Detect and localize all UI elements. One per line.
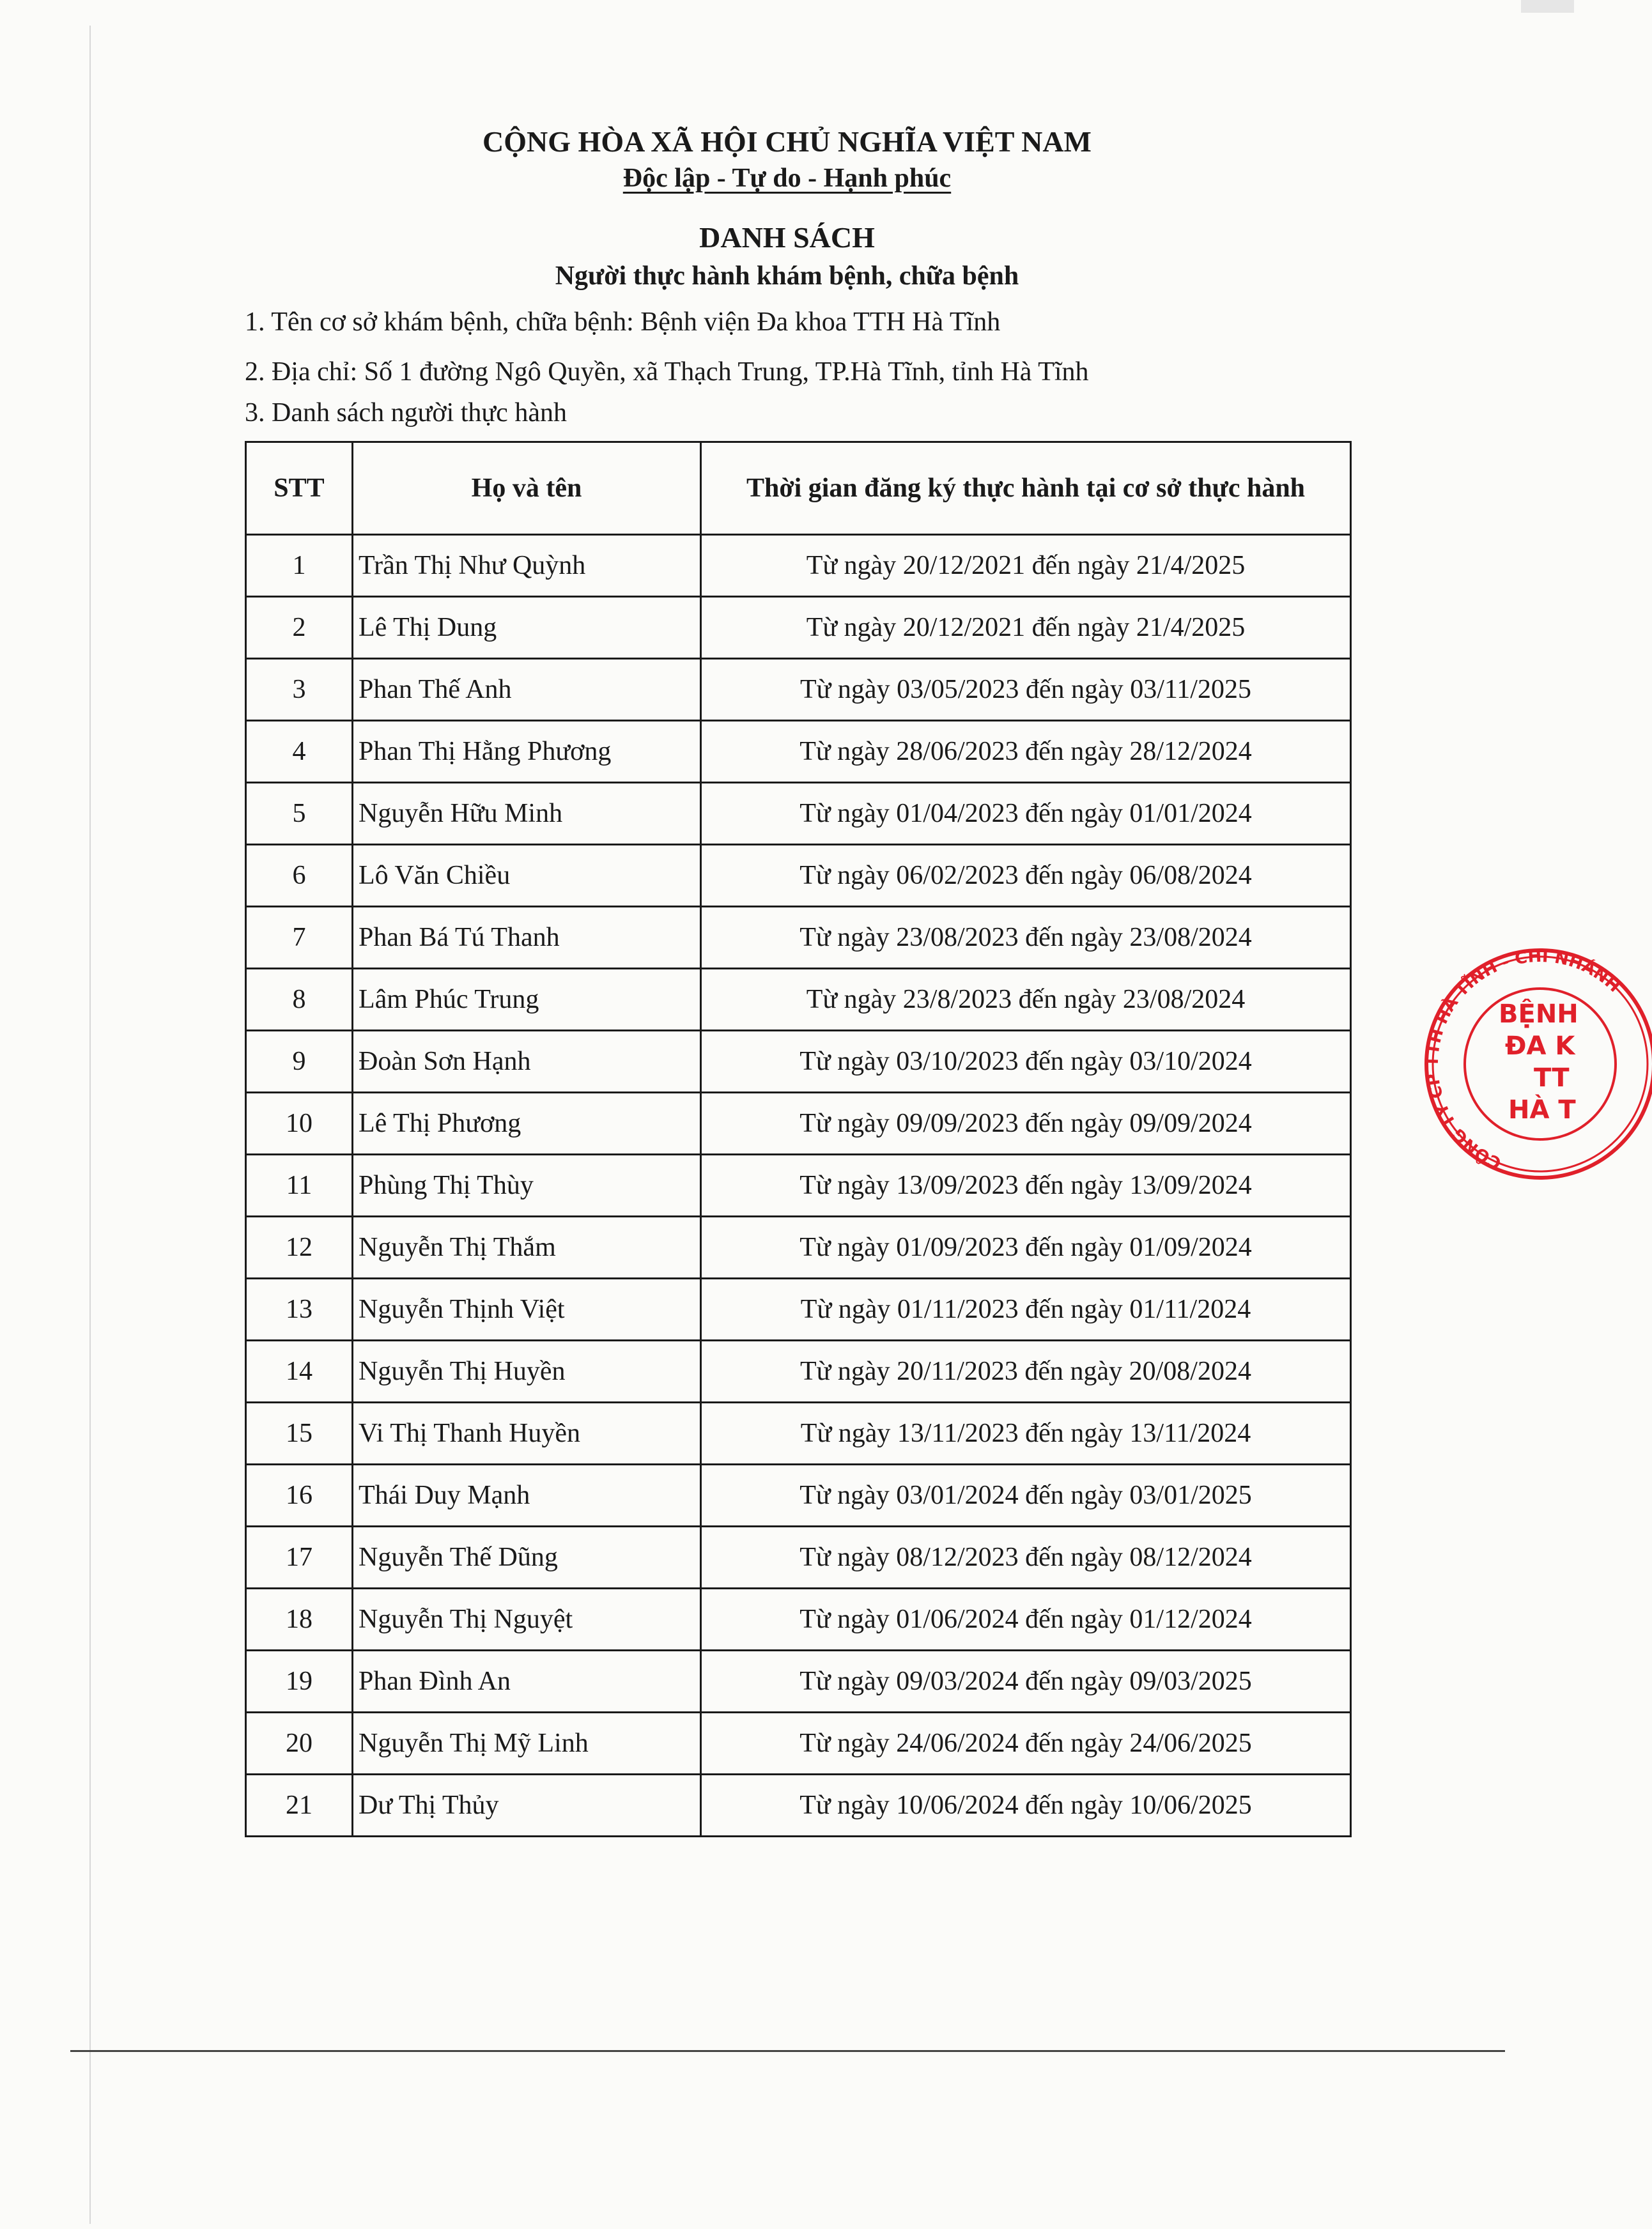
table-row [246, 845, 1351, 907]
table-row [246, 1093, 1351, 1155]
row-number: 15 [246, 1403, 353, 1465]
practice-period: Từ ngày 01/06/2024 đến ngày 01/12/2024 [701, 1589, 1351, 1651]
facility-name: 1. Tên cơ sở khám bệnh, chữa bệnh: Bệnh viện Đa khoa TTH Hà Tĩnh [245, 307, 1001, 337]
facility-address: 2. Địa chỉ: Số 1 đường Ngô Quyền, xã Thạch Trung, TP.Hà Tĩnh, tỉnh Hà Tĩnh [245, 357, 1089, 387]
practitioner-name: Lê Thị Dung [353, 597, 701, 659]
practitioner-name: Đoàn Sơn Hạnh [353, 1031, 701, 1093]
scan-edge [89, 26, 91, 2224]
practice-period: Từ ngày 01/04/2023 đến ngày 01/01/2024 [701, 783, 1351, 845]
row-number: 21 [246, 1775, 353, 1837]
practitioner-name: Thái Duy Mạnh [353, 1465, 701, 1527]
practitioner-name: Phan Bá Tú Thanh [353, 907, 701, 969]
practitioner-name: Lâm Phúc Trung [353, 969, 701, 1031]
practice-period: Từ ngày 09/09/2023 đến ngày 09/09/2024 [701, 1093, 1351, 1155]
motto [0, 163, 1574, 194]
seal-center-text: ĐA K [1505, 1031, 1575, 1061]
table-row [246, 1651, 1351, 1713]
motto-text: Độc lập - Tự do - Hạnh phúc [622, 164, 952, 193]
practitioner-name: Trần Thị Như Quỳnh [353, 535, 701, 597]
row-number: 11 [246, 1155, 353, 1217]
practice-period: Từ ngày 28/06/2023 đến ngày 28/12/2024 [701, 721, 1351, 783]
document-title: DANH SÁCH [699, 221, 875, 254]
practitioner-name: Nguyễn Thị Nguyệt [353, 1589, 701, 1651]
table-row [246, 721, 1351, 783]
table-row [246, 1155, 1351, 1217]
national-title: CỘNG HÒA XÃ HỘI CHỦ NGHĨA VIỆT NAM [482, 125, 1092, 158]
row-number: 2 [246, 597, 353, 659]
row-number: 1 [246, 535, 353, 597]
row-number: 3 [246, 659, 353, 721]
practitioner-name: Lô Văn Chiều [353, 845, 701, 907]
practitioner-name: Nguyễn Thị Thắm [353, 1217, 701, 1279]
row-number: 19 [246, 1651, 353, 1713]
row-number: 8 [246, 969, 353, 1031]
table-row [246, 1279, 1351, 1341]
practice-period: Từ ngày 08/12/2023 đến ngày 08/12/2024 [701, 1527, 1351, 1589]
table-row [246, 1465, 1351, 1527]
official-seal [1422, 923, 1652, 1198]
practice-period: Từ ngày 20/12/2021 đến ngày 21/4/2025 [701, 597, 1351, 659]
table-row [246, 1403, 1351, 1465]
practice-period: Từ ngày 09/03/2024 đến ngày 09/03/2025 [701, 1651, 1351, 1713]
column-header-stt: STT [246, 442, 353, 535]
row-number: 14 [246, 1341, 353, 1403]
table-row [246, 1341, 1351, 1403]
practitioner-table [245, 441, 1352, 1837]
practitioner-name: Phùng Thị Thùy [353, 1155, 701, 1217]
divider [70, 2050, 1505, 2052]
row-number: 9 [246, 1031, 353, 1093]
practitioner-name: Nguyễn Thế Dũng [353, 1527, 701, 1589]
practice-period: Từ ngày 23/8/2023 đến ngày 23/08/2024 [701, 969, 1351, 1031]
practice-period: Từ ngày 10/06/2024 đến ngày 10/06/2025 [701, 1775, 1351, 1837]
table-row [246, 907, 1351, 969]
table-row [246, 1031, 1351, 1093]
practice-period: Từ ngày 20/12/2021 đến ngày 21/4/2025 [701, 535, 1351, 597]
row-number: 20 [246, 1713, 353, 1775]
seal-center-text: HÀ T [1508, 1095, 1576, 1125]
table-row [246, 1527, 1351, 1589]
seal-ring-text: CÔNG TY CP TTH HÀ TĨNH - CHI NHÁNH [1423, 946, 1624, 1173]
row-number: 16 [246, 1465, 353, 1527]
practitioner-name: Lê Thị Phương [353, 1093, 701, 1155]
row-number: 17 [246, 1527, 353, 1589]
practice-period: Từ ngày 24/06/2024 đến ngày 24/06/2025 [701, 1713, 1351, 1775]
document-subtitle: Người thực hành khám bệnh, chữa bệnh [555, 261, 1019, 291]
list-heading: 3. Danh sách người thực hành [245, 398, 567, 428]
practitioner-name: Nguyễn Thị Huyền [353, 1341, 701, 1403]
table-row [246, 535, 1351, 597]
practitioner-name: Phan Đình An [353, 1651, 701, 1713]
practice-period: Từ ngày 13/11/2023 đến ngày 13/11/2024 [701, 1403, 1351, 1465]
row-number: 18 [246, 1589, 353, 1651]
scan-edge [1521, 0, 1574, 13]
practitioner-name: Nguyễn Hữu Minh [353, 783, 701, 845]
table-row [246, 783, 1351, 845]
practitioner-name: Dư Thị Thủy [353, 1775, 701, 1837]
row-number: 5 [246, 783, 353, 845]
column-header-name: Họ và tên [353, 442, 701, 535]
practice-period: Từ ngày 23/08/2023 đến ngày 23/08/2024 [701, 907, 1351, 969]
practitioner-name: Phan Thị Hằng Phương [353, 721, 701, 783]
practice-period: Từ ngày 13/09/2023 đến ngày 13/09/2024 [701, 1155, 1351, 1217]
table-header [246, 442, 1351, 535]
practitioner-name: Nguyễn Thịnh Việt [353, 1279, 701, 1341]
practice-period: Từ ngày 01/09/2023 đến ngày 01/09/2024 [701, 1217, 1351, 1279]
table-row [246, 1589, 1351, 1651]
seal-center-text: BỆNH [1499, 999, 1579, 1029]
practice-period: Từ ngày 03/01/2024 đến ngày 03/01/2025 [701, 1465, 1351, 1527]
row-number: 7 [246, 907, 353, 969]
practitioner-name: Nguyễn Thị Mỹ Linh [353, 1713, 701, 1775]
column-header-period: Thời gian đăng ký thực hành tại cơ sở thực hành [701, 442, 1351, 535]
table-row [246, 597, 1351, 659]
practitioner-name: Phan Thế Anh [353, 659, 701, 721]
practice-period: Từ ngày 01/11/2023 đến ngày 01/11/2024 [701, 1279, 1351, 1341]
seal-center-text: TT [1534, 1063, 1570, 1093]
row-number: 6 [246, 845, 353, 907]
table-row [246, 969, 1351, 1031]
practice-period: Từ ngày 06/02/2023 đến ngày 06/08/2024 [701, 845, 1351, 907]
practice-period: Từ ngày 20/11/2023 đến ngày 20/08/2024 [701, 1341, 1351, 1403]
table-row [246, 1217, 1351, 1279]
table-row [246, 659, 1351, 721]
row-number: 13 [246, 1279, 353, 1341]
practice-period: Từ ngày 03/10/2023 đến ngày 03/10/2024 [701, 1031, 1351, 1093]
row-number: 12 [246, 1217, 353, 1279]
practice-period: Từ ngày 03/05/2023 đến ngày 03/11/2025 [701, 659, 1351, 721]
row-number: 10 [246, 1093, 353, 1155]
practitioner-name: Vi Thị Thanh Huyền [353, 1403, 701, 1465]
table-row [246, 1713, 1351, 1775]
table-row [246, 1775, 1351, 1837]
row-number: 4 [246, 721, 353, 783]
